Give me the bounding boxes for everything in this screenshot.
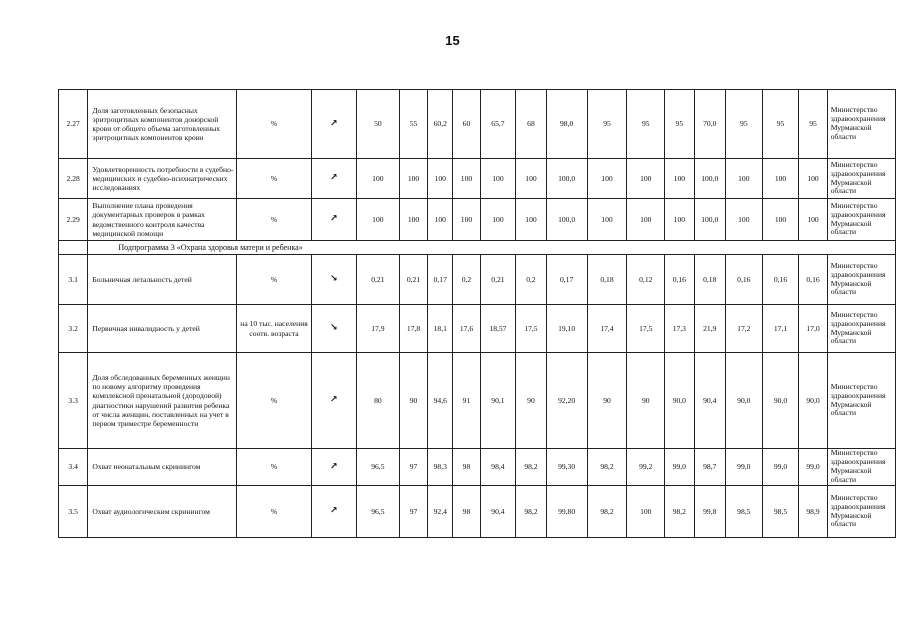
value-cell: 90,0 bbox=[799, 353, 827, 449]
value-cell: 18,57 bbox=[480, 305, 516, 353]
value-cell: 99,0 bbox=[725, 449, 762, 486]
responsible-cell: Министерство здравоохранения Мурманской области bbox=[827, 90, 895, 159]
value-cell: 98,2 bbox=[516, 449, 546, 486]
value-cell: 90 bbox=[399, 353, 427, 449]
value-cell: 97 bbox=[399, 486, 427, 538]
value-cell: 96,5 bbox=[356, 449, 399, 486]
value-cell: 99,8 bbox=[694, 486, 725, 538]
value-cell: 68 bbox=[516, 90, 546, 159]
unit-cell: % bbox=[237, 159, 311, 199]
value-cell: 97 bbox=[399, 449, 427, 486]
value-cell: 100 bbox=[725, 159, 762, 199]
value-cell: 100 bbox=[480, 199, 516, 241]
value-cell: 0,2 bbox=[516, 255, 546, 305]
value-cell: 95 bbox=[799, 90, 827, 159]
value-cell: 100 bbox=[665, 159, 694, 199]
value-cell: 17,6 bbox=[453, 305, 480, 353]
trend-cell bbox=[311, 199, 356, 241]
value-cell: 90,0 bbox=[725, 353, 762, 449]
value-cell: 17,8 bbox=[399, 305, 427, 353]
value-cell: 100 bbox=[428, 199, 453, 241]
indicator-number: 3.5 bbox=[59, 486, 88, 538]
indicator-number: 2.29 bbox=[59, 199, 88, 241]
value-cell: 100 bbox=[799, 199, 827, 241]
indicator-number: 2.27 bbox=[59, 90, 88, 159]
value-cell: 50 bbox=[356, 90, 399, 159]
value-cell: 91 bbox=[453, 353, 480, 449]
subprogram-row bbox=[59, 241, 896, 255]
value-cell: 100,0 bbox=[694, 159, 725, 199]
value-cell: 0,21 bbox=[480, 255, 516, 305]
table-row bbox=[59, 90, 896, 159]
value-cell: 92,20 bbox=[546, 353, 587, 449]
value-cell: 55 bbox=[399, 90, 427, 159]
value-cell: 0,18 bbox=[587, 255, 627, 305]
value-cell: 98,3 bbox=[428, 449, 453, 486]
value-cell: 95 bbox=[587, 90, 627, 159]
arrow-down-right-icon: ↘ bbox=[330, 274, 338, 285]
table-row bbox=[59, 486, 896, 538]
responsible-cell: Министерство здравоохранения Мурманской области bbox=[827, 159, 895, 199]
value-cell: 100 bbox=[587, 159, 627, 199]
value-cell: 95 bbox=[627, 90, 665, 159]
indicator-name: Доля обследованных беременных женщин по новому алгоритму проведения комплексной пренатальной (дородовой) диагностики нарушений развития ребенка от числа женщин, поставленных на учет в первом триместре беременности bbox=[88, 353, 237, 449]
arrow-up-right-icon: ↗ bbox=[330, 506, 338, 517]
unit-cell: на 10 тыс. населения соотв. возраста bbox=[237, 305, 311, 353]
trend-cell bbox=[311, 255, 356, 305]
unit-cell: % bbox=[237, 449, 311, 486]
value-cell: 100 bbox=[428, 159, 453, 199]
value-cell: 90,4 bbox=[694, 353, 725, 449]
table-row bbox=[59, 159, 896, 199]
value-cell: 100,0 bbox=[694, 199, 725, 241]
value-cell: 100,0 bbox=[546, 159, 587, 199]
value-cell: 98,4 bbox=[480, 449, 516, 486]
value-cell: 60 bbox=[453, 90, 480, 159]
responsible-cell: Министерство здравоохранения Мурманской области bbox=[827, 449, 895, 486]
indicator-number: 3.1 bbox=[59, 255, 88, 305]
value-cell: 100 bbox=[453, 159, 480, 199]
arrow-up-right-icon: ↗ bbox=[330, 214, 338, 225]
trend-cell bbox=[311, 305, 356, 353]
table-row bbox=[59, 305, 896, 353]
indicators-table bbox=[58, 89, 896, 538]
trend-cell bbox=[311, 449, 356, 486]
table-row bbox=[59, 449, 896, 486]
value-cell: 100 bbox=[665, 199, 694, 241]
trend-cell bbox=[311, 353, 356, 449]
value-cell: 17,5 bbox=[516, 305, 546, 353]
value-cell: 100 bbox=[399, 199, 427, 241]
indicator-name: Охват аудиологическим скринингом bbox=[88, 486, 237, 538]
value-cell: 100 bbox=[587, 199, 627, 241]
subprogram-blank-cell bbox=[59, 241, 88, 255]
value-cell: 0,12 bbox=[627, 255, 665, 305]
value-cell: 100 bbox=[799, 159, 827, 199]
value-cell: 98,2 bbox=[587, 486, 627, 538]
value-cell: 17,9 bbox=[356, 305, 399, 353]
indicator-name: Первичная инвалидность у детей bbox=[88, 305, 237, 353]
value-cell: 100 bbox=[725, 199, 762, 241]
indicator-number: 3.3 bbox=[59, 353, 88, 449]
value-cell: 100 bbox=[627, 486, 665, 538]
value-cell: 19,10 bbox=[546, 305, 587, 353]
value-cell: 17,2 bbox=[725, 305, 762, 353]
indicator-number: 3.2 bbox=[59, 305, 88, 353]
unit-cell: % bbox=[237, 90, 311, 159]
indicator-number: 3.4 bbox=[59, 449, 88, 486]
value-cell: 98,2 bbox=[587, 449, 627, 486]
unit-cell: % bbox=[237, 255, 311, 305]
responsible-cell: Министерство здравоохранения Мурманской области bbox=[827, 255, 895, 305]
value-cell: 96,5 bbox=[356, 486, 399, 538]
value-cell: 100 bbox=[762, 199, 799, 241]
indicator-name: Больничная летальность детей bbox=[88, 255, 237, 305]
value-cell: 95 bbox=[725, 90, 762, 159]
value-cell: 98,9 bbox=[799, 486, 827, 538]
value-cell: 65,7 bbox=[480, 90, 516, 159]
value-cell: 100 bbox=[516, 159, 546, 199]
value-cell: 100,0 bbox=[546, 199, 587, 241]
value-cell: 0,16 bbox=[799, 255, 827, 305]
value-cell: 90,0 bbox=[762, 353, 799, 449]
value-cell: 90,1 bbox=[480, 353, 516, 449]
value-cell: 100 bbox=[627, 199, 665, 241]
responsible-cell: Министерство здравоохранения Мурманской области bbox=[827, 199, 895, 241]
value-cell: 0,17 bbox=[546, 255, 587, 305]
value-cell: 98 bbox=[453, 486, 480, 538]
value-cell: 98,7 bbox=[694, 449, 725, 486]
value-cell: 94,6 bbox=[428, 353, 453, 449]
value-cell: 100 bbox=[453, 199, 480, 241]
value-cell: 100 bbox=[762, 159, 799, 199]
trend-cell bbox=[311, 486, 356, 538]
value-cell: 99,0 bbox=[762, 449, 799, 486]
indicator-number: 2.28 bbox=[59, 159, 88, 199]
value-cell: 80 bbox=[356, 353, 399, 449]
value-cell: 92,4 bbox=[428, 486, 453, 538]
table-row bbox=[59, 255, 896, 305]
value-cell: 17,0 bbox=[799, 305, 827, 353]
value-cell: 90 bbox=[627, 353, 665, 449]
value-cell: 98 bbox=[453, 449, 480, 486]
value-cell: 100 bbox=[356, 159, 399, 199]
value-cell: 98,5 bbox=[725, 486, 762, 538]
unit-cell: % bbox=[237, 199, 311, 241]
table-body bbox=[59, 90, 896, 538]
value-cell: 100 bbox=[356, 199, 399, 241]
value-cell: 90 bbox=[587, 353, 627, 449]
arrow-up-right-icon: ↗ bbox=[330, 395, 338, 406]
value-cell: 99,0 bbox=[799, 449, 827, 486]
value-cell: 0,16 bbox=[762, 255, 799, 305]
table-row bbox=[59, 353, 896, 449]
indicator-name: Выполнение плана проведения документарных проверок в рамках ведомственного контроля качества медицинской помощи bbox=[88, 199, 237, 241]
value-cell: 99,0 bbox=[665, 449, 694, 486]
trend-cell bbox=[311, 159, 356, 199]
value-cell: 98,5 bbox=[762, 486, 799, 538]
value-cell: 21,9 bbox=[694, 305, 725, 353]
value-cell: 70,0 bbox=[694, 90, 725, 159]
responsible-cell: Министерство здравоохранения Мурманской области bbox=[827, 353, 895, 449]
value-cell: 95 bbox=[762, 90, 799, 159]
value-cell: 90,0 bbox=[665, 353, 694, 449]
arrow-up-right-icon: ↗ bbox=[330, 118, 338, 129]
value-cell: 98,0 bbox=[546, 90, 587, 159]
value-cell: 17,5 bbox=[627, 305, 665, 353]
trend-cell bbox=[311, 90, 356, 159]
page-number: 15 bbox=[445, 33, 460, 48]
value-cell: 100 bbox=[399, 159, 427, 199]
unit-cell: % bbox=[237, 353, 311, 449]
value-cell: 18,1 bbox=[428, 305, 453, 353]
arrow-up-right-icon: ↗ bbox=[330, 461, 338, 472]
value-cell: 90,4 bbox=[480, 486, 516, 538]
value-cell: 98,2 bbox=[665, 486, 694, 538]
value-cell: 100 bbox=[516, 199, 546, 241]
value-cell: 95 bbox=[665, 90, 694, 159]
indicator-name: Удовлетворенность потребности в судебно-медицинских и судебно-психиатрических исследованиях bbox=[88, 159, 237, 199]
value-cell: 0,18 bbox=[694, 255, 725, 305]
arrow-down-right-icon: ↘ bbox=[330, 323, 338, 334]
indicator-name: Доля заготовленных безопасных эритроцитных компонентов донорской крови от общего объема заготовленных эритроцитных компонентов крови bbox=[88, 90, 237, 159]
value-cell: 0,17 bbox=[428, 255, 453, 305]
value-cell: 99,2 bbox=[627, 449, 665, 486]
value-cell: 0,16 bbox=[725, 255, 762, 305]
value-cell: 99,80 bbox=[546, 486, 587, 538]
value-cell: 0,2 bbox=[453, 255, 480, 305]
table-row bbox=[59, 199, 896, 241]
value-cell: 0,21 bbox=[399, 255, 427, 305]
value-cell: 17,4 bbox=[587, 305, 627, 353]
unit-cell: % bbox=[237, 486, 311, 538]
subprogram-title: Подпрограмма 3 «Охрана здоровья матери и ребенка» bbox=[88, 241, 896, 255]
value-cell: 100 bbox=[627, 159, 665, 199]
responsible-cell: Министерство здравоохранения Мурманской области bbox=[827, 305, 895, 353]
value-cell: 17,3 bbox=[665, 305, 694, 353]
value-cell: 17,1 bbox=[762, 305, 799, 353]
value-cell: 0,21 bbox=[356, 255, 399, 305]
value-cell: 60,2 bbox=[428, 90, 453, 159]
value-cell: 100 bbox=[480, 159, 516, 199]
indicator-name: Охват неонатальным скринингом bbox=[88, 449, 237, 486]
responsible-cell: Министерство здравоохранения Мурманской области bbox=[827, 486, 895, 538]
arrow-up-right-icon: ↗ bbox=[330, 173, 338, 184]
value-cell: 99,30 bbox=[546, 449, 587, 486]
value-cell: 98,2 bbox=[516, 486, 546, 538]
value-cell: 90 bbox=[516, 353, 546, 449]
value-cell: 0,16 bbox=[665, 255, 694, 305]
